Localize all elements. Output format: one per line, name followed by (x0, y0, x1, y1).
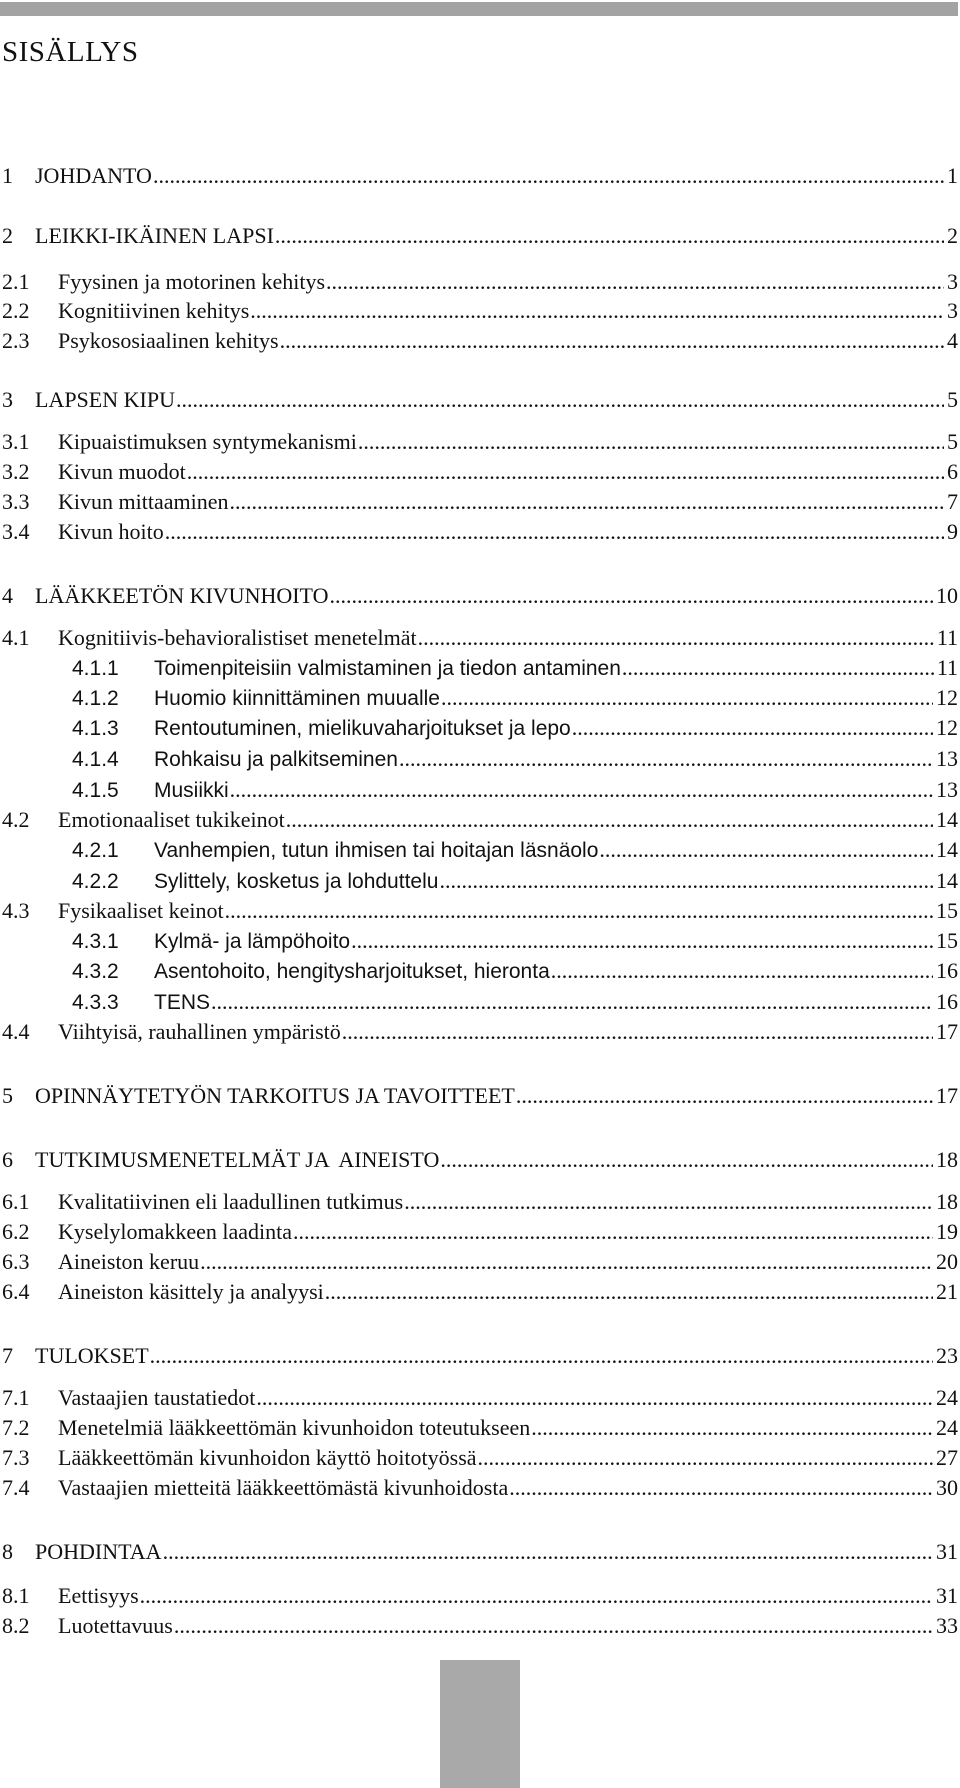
page-title: SISÄLLYS (2, 36, 139, 68)
toc-entry-number: 4.3 (2, 898, 30, 923)
toc-entry-page: 15 (936, 898, 958, 923)
toc-entry-page: 5 (947, 387, 958, 412)
toc-entry-title: Psykososiaalinen kehitys (58, 328, 279, 353)
toc-entry-title: Kivun hoito (58, 519, 164, 544)
toc-entry-title: TENS (154, 991, 211, 1014)
toc-leader-dots (325, 1278, 933, 1306)
toc-entry-page: 14 (936, 837, 958, 862)
toc-entry-title: Fyysinen ja motorinen kehitys (58, 269, 326, 294)
toc-leader-dots (326, 268, 944, 296)
toc-entry-number: 6.3 (2, 1249, 30, 1274)
toc-entry-page: 23 (936, 1343, 958, 1368)
toc-leader-dots (399, 745, 933, 773)
toc-entry-number: 7.4 (2, 1475, 30, 1500)
toc-entry-number: 8.2 (2, 1613, 30, 1638)
toc-entry-title: Aineiston keruu (58, 1249, 200, 1274)
toc-entry-title: Kyselylomakkeen laadinta (58, 1219, 292, 1244)
toc-entry-page: 3 (947, 269, 958, 294)
toc-entry-page: 2 (947, 223, 958, 248)
toc-entry-3-2[interactable] (2, 458, 958, 486)
toc-entry-3[interactable] (2, 386, 958, 414)
toc-entry-page: 27 (936, 1445, 958, 1470)
toc-entry-8-2[interactable] (2, 1612, 958, 1640)
toc-entry-7-3[interactable] (2, 1444, 958, 1472)
toc-entry-number: 6.1 (2, 1189, 30, 1214)
toc-entry-4-1-3[interactable] (72, 714, 958, 742)
toc-entry-title: LÄÄKKEETÖN KIVUNHOITO (35, 583, 329, 608)
toc-entry-page: 15 (936, 928, 958, 953)
toc-entry-page: 24 (936, 1415, 958, 1440)
toc-leader-dots (351, 927, 933, 955)
toc-entry-6-2[interactable] (2, 1218, 958, 1246)
toc-entry-number: 4.2.2 (72, 870, 119, 893)
toc-entry-page: 11 (936, 625, 958, 650)
toc-entry-7-4[interactable] (2, 1474, 958, 1502)
toc-entry-title: Fysikaaliset keinot (58, 898, 224, 923)
toc-entry-number: 1 (2, 163, 13, 188)
toc-leader-dots (622, 654, 934, 682)
toc-entry-page: 33 (936, 1613, 958, 1638)
toc-entry-number: 4.1.5 (72, 779, 119, 802)
toc-entry-title: OPINNÄYTETYÖN TARKOITUS JA TAVOITTEET (35, 1083, 515, 1108)
toc-entry-page: 10 (936, 583, 958, 608)
toc-entry-number: 3.2 (2, 459, 30, 484)
toc-leader-dots (531, 1414, 933, 1442)
toc-entry-7-1[interactable] (2, 1384, 958, 1412)
toc-entry-title: Kylmä- ja lämpöhoito (154, 930, 351, 953)
toc-entry-page: 12 (936, 685, 958, 710)
toc-entry-page: 11 (936, 655, 958, 680)
toc-entry-4-1-5[interactable] (72, 776, 958, 804)
toc-entry-title: Asentohoito, hengitysharjoitukset, hieronta (154, 960, 550, 983)
toc-entry-page: 5 (947, 429, 958, 454)
toc-leader-dots (358, 428, 944, 456)
toc-entry-4-2-2[interactable] (72, 867, 958, 895)
toc-entry-number: 5 (2, 1083, 13, 1108)
toc-entry-title: Lääkkeettömän kivunhoidon käyttö hoitotyössä (58, 1445, 477, 1470)
toc-entry-4-1[interactable] (2, 624, 958, 652)
toc-entry-6-3[interactable] (2, 1248, 958, 1276)
toc-entry-page: 16 (936, 958, 958, 983)
toc-leader-dots (439, 867, 933, 895)
toc-entry-title: Luotettavuus (58, 1613, 173, 1638)
toc-leader-dots (211, 988, 933, 1016)
toc-entry-title: Rentoutuminen, mielikuvaharjoitukset ja lepo (154, 717, 571, 740)
toc-entry-number: 7.3 (2, 1445, 30, 1470)
toc-entry-title: Toimenpiteisiin valmistaminen ja tiedon antaminen (154, 657, 621, 680)
toc-entry-number: 4.1 (2, 625, 30, 650)
toc-entry-title: LEIKKI-IKÄINEN LAPSI (35, 223, 274, 248)
toc-entry-4-3-2[interactable] (72, 957, 958, 985)
toc-entry-number: 6.2 (2, 1219, 30, 1244)
toc-entry-page: 21 (936, 1279, 958, 1304)
toc-entry-page: 14 (936, 807, 958, 832)
toc-entry-title: TUTKIMUSMENETELMÄT JA AINEISTO (35, 1147, 440, 1172)
toc-entry-page: 12 (936, 715, 958, 740)
toc-leader-dots (153, 162, 944, 190)
toc-leader-dots (516, 1082, 933, 1110)
toc-entry-7-2[interactable] (2, 1414, 958, 1442)
toc-entry-title: Kvalitatiivinen eli laadullinen tutkimus (58, 1189, 404, 1214)
toc-entry-title: Musiikki (154, 779, 229, 802)
toc-entry-1[interactable] (2, 162, 958, 190)
toc-entry-4-1-4[interactable] (72, 745, 958, 773)
toc-leader-dots (230, 776, 933, 804)
toc-entry-number: 8 (2, 1539, 13, 1564)
toc-entry-page: 31 (936, 1583, 958, 1608)
toc-entry-page: 7 (947, 489, 958, 514)
toc-entry-number: 4.3.3 (72, 991, 119, 1014)
toc-leader-dots (250, 297, 944, 325)
toc-leader-dots (342, 1018, 933, 1046)
toc-entry-number: 4.1.1 (72, 657, 119, 680)
toc-leader-dots (187, 458, 944, 486)
toc-entry-number: 4.2 (2, 807, 30, 832)
toc-entry-number: 6 (2, 1147, 13, 1172)
toc-leader-dots (280, 327, 944, 355)
toc-entry-number: 4.2.1 (72, 839, 119, 862)
toc-entry-page: 1 (947, 163, 958, 188)
toc-entry-number: 4.1.4 (72, 748, 119, 771)
toc-leader-dots (418, 624, 934, 652)
toc-entry-page: 3 (947, 298, 958, 323)
toc-entry-number: 7 (2, 1343, 13, 1368)
toc-leader-dots (165, 518, 944, 546)
toc-entry-3-1[interactable] (2, 428, 958, 456)
toc-entry-number: 7.2 (2, 1415, 30, 1440)
toc-entry-number: 8.1 (2, 1583, 30, 1608)
toc-leader-dots (150, 1342, 933, 1370)
toc-entry-page: 19 (936, 1219, 958, 1244)
toc-entry-number: 2.1 (2, 269, 30, 294)
toc-entry-title: Kipuaistimuksen syntymekanismi (58, 429, 357, 454)
toc-leader-dots (286, 806, 933, 834)
toc-entry-title: Menetelmiä lääkkeettömän kivunhoidon toteutukseen (58, 1415, 531, 1440)
toc-entry-number: 6.4 (2, 1279, 30, 1304)
toc-leader-dots (163, 1538, 933, 1566)
toc-leader-dots (140, 1582, 933, 1610)
toc-entry-title: LAPSEN KIPU (35, 387, 175, 412)
toc-entry-6-1[interactable] (2, 1188, 958, 1216)
toc-leader-dots (293, 1218, 933, 1246)
toc-entry-page: 16 (936, 989, 958, 1014)
toc-entry-number: 7.1 (2, 1385, 30, 1410)
toc-entry-number: 4 (2, 583, 13, 608)
toc-entry-title: Huomio kiinnittäminen muualle (154, 687, 440, 710)
toc-entry-page: 30 (936, 1475, 958, 1500)
toc-entry-number: 2.3 (2, 328, 30, 353)
toc-entry-number: 4.4 (2, 1019, 30, 1044)
toc-entry-title: POHDINTAA (35, 1539, 162, 1564)
toc-leader-dots (256, 1384, 933, 1412)
toc-entry-number: 3.4 (2, 519, 30, 544)
toc-entry-page: 20 (936, 1249, 958, 1274)
toc-leader-dots (441, 684, 933, 712)
toc-entry-number: 2.2 (2, 298, 30, 323)
toc-entry-2[interactable] (2, 222, 958, 250)
toc-entry-page: 17 (936, 1083, 958, 1108)
toc-entry-title: Emotionaaliset tukikeinot (58, 807, 285, 832)
toc-entry-4-2-1[interactable] (72, 836, 958, 864)
toc-entry-title: Sylittely, kosketus ja lohduttelu (154, 870, 439, 893)
toc-entry-number: 3 (2, 387, 13, 412)
toc-entry-page: 14 (936, 868, 958, 893)
page-footer-block (440, 1660, 520, 1788)
toc-entry-page: 4 (947, 328, 958, 353)
toc-leader-dots (330, 582, 934, 610)
toc-entry-3-3[interactable] (2, 488, 958, 516)
toc-leader-dots (225, 897, 933, 925)
toc-leader-dots (440, 1146, 933, 1174)
toc-entry-title: Vastaajien taustatiedot (58, 1385, 256, 1410)
toc-entry-number: 4.1.3 (72, 717, 119, 740)
toc-entry-8-1[interactable] (2, 1582, 958, 1610)
toc-entry-2-3[interactable] (2, 327, 958, 355)
toc-entry-4[interactable] (2, 582, 958, 610)
toc-leader-dots (275, 222, 944, 250)
toc-entry-title: Rohkaisu ja palkitseminen (154, 748, 398, 771)
toc-entry-4-3[interactable] (2, 897, 958, 925)
toc-entry-4-4[interactable] (2, 1018, 958, 1046)
toc-entry-6-4[interactable] (2, 1278, 958, 1306)
toc-entry-4-3-3[interactable] (72, 988, 958, 1016)
toc-entry-number: 4.1.2 (72, 687, 119, 710)
toc-leader-dots (478, 1444, 933, 1472)
toc-leader-dots (551, 957, 933, 985)
toc-entry-5[interactable] (2, 1082, 958, 1110)
toc-entry-number: 2 (2, 223, 13, 248)
toc-entry-4-3-1[interactable] (72, 927, 958, 955)
toc-entry-4-1-1[interactable] (72, 654, 958, 682)
toc-entry-number: 4.3.1 (72, 930, 119, 953)
toc-entry-3-4[interactable] (2, 518, 958, 546)
toc-entry-page: 13 (936, 746, 958, 771)
toc-leader-dots (229, 488, 944, 516)
toc-entry-6[interactable] (2, 1146, 958, 1174)
toc-leader-dots (572, 714, 933, 742)
toc-entry-title: Viihtyisä, rauhallinen ympäristö (58, 1019, 341, 1044)
toc-entry-title: TULOKSET (35, 1343, 149, 1368)
toc-entry-2-2[interactable] (2, 297, 958, 325)
toc-entry-number: 4.3.2 (72, 960, 119, 983)
toc-leader-dots (176, 386, 944, 414)
toc-leader-dots (509, 1474, 933, 1502)
toc-entry-8[interactable] (2, 1538, 958, 1566)
toc-entry-title: Kognitiivinen kehitys (58, 298, 250, 323)
toc-entry-page: 24 (936, 1385, 958, 1410)
toc-entry-page: 18 (936, 1147, 958, 1172)
toc-entry-page: 9 (947, 519, 958, 544)
toc-entry-page: 31 (936, 1539, 958, 1564)
toc-entry-title: Aineiston käsittely ja analyysi (58, 1279, 324, 1304)
toc-entry-number: 3.1 (2, 429, 30, 454)
toc-entry-4-1-2[interactable] (72, 684, 958, 712)
toc-entry-number: 3.3 (2, 489, 30, 514)
toc-entry-title: Vastaajien mietteitä lääkkeettömästä kivunhoidosta (58, 1475, 509, 1500)
toc-entry-title: Eettisyys (58, 1583, 139, 1608)
toc-leader-dots (200, 1248, 933, 1276)
toc-entry-4-2[interactable] (2, 806, 958, 834)
toc-entry-title: Kognitiivis-behavioralistiset menetelmät (58, 625, 417, 650)
toc-entry-page: 6 (947, 459, 958, 484)
toc-entry-page: 13 (936, 777, 958, 802)
toc-entry-page: 18 (936, 1189, 958, 1214)
toc-entry-title: Vanhempien, tutun ihmisen tai hoitajan läsnäolo (154, 839, 599, 862)
toc-entry-title: JOHDANTO (35, 163, 152, 188)
toc-leader-dots (599, 836, 933, 864)
toc-entry-7[interactable] (2, 1342, 958, 1370)
toc-entry-page: 17 (936, 1019, 958, 1044)
toc-entry-title: Kivun muodot (58, 459, 186, 484)
toc-entry-title: Kivun mittaaminen (58, 489, 229, 514)
toc-leader-dots (404, 1188, 933, 1216)
toc-entry-2-1[interactable] (2, 268, 958, 296)
toc-leader-dots (174, 1612, 933, 1640)
